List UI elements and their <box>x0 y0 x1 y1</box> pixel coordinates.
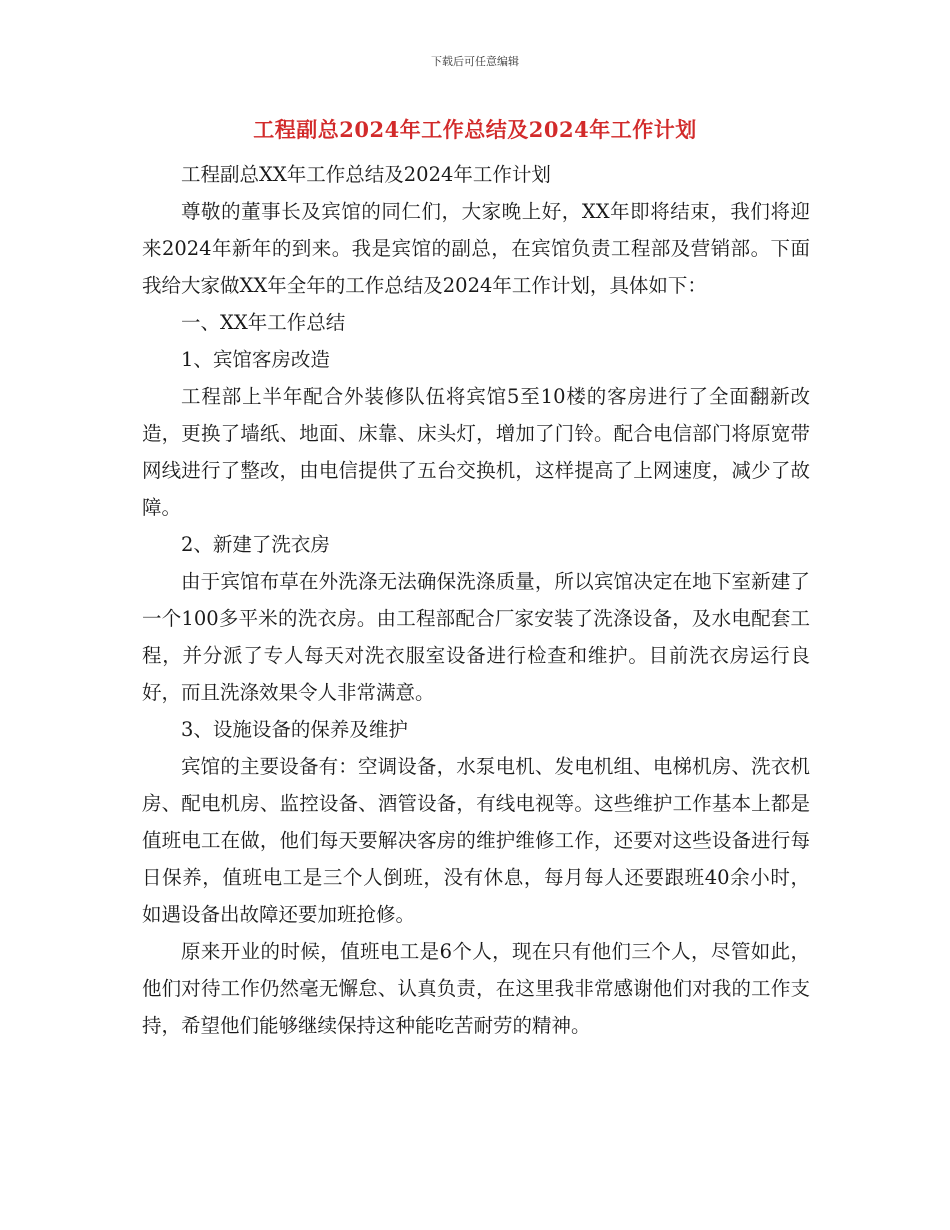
paragraph: 由于宾馆布草在外洗涤无法确保洗涤质量，所以宾馆决定在地下室新建了一个100多平米的洗衣房。由工程部配合厂家安装了洗涤设备，及水电配套工程，并分派了专人每天对洗衣服室设备进行检查和维护。目前洗衣房运行良好，而且洗涤效果令人非常满意。 <box>142 570 810 704</box>
subsection-heading: 3、设施设备的保养及维护 <box>181 718 408 741</box>
document-body <box>142 156 810 1044</box>
section-heading: 一、XX年工作总结 <box>181 311 346 334</box>
document-title: 工程副总2024年工作总结及2024年工作计划 <box>253 117 697 142</box>
header-note: 下载后可任意编辑 <box>431 55 519 68</box>
paragraph-greeting: 尊敬的董事长及宾馆的同仁们，大家晚上好，XX年即将结束，我们将迎来2024年新年的到来。我是宾馆的副总，在宾馆负责工程部及营销部。下面我给大家做XX年全年的工作总结及2024年工作计划，具体如下： <box>142 200 810 297</box>
paragraph: 原来开业的时候，值班电工是6个人，现在只有他们三个人，尽管如此，他们对待工作仍然毫无懈怠、认真负责，在这里我非常感谢他们对我的工作支持，希望他们能够继续保持这种能吃苦耐劳的精神。 <box>142 940 810 1037</box>
subtitle-paragraph: 工程副总XX年工作总结及2024年工作计划 <box>181 163 551 186</box>
paragraph: 宾馆的主要设备有：空调设备，水泵电机、发电机组、电梯机房、洗衣机房、配电机房、监控设备、酒管设备，有线电视等。这些维护工作基本上都是值班电工在做，他们每天要解决客房的维护维修工作，还要对这些设备进行每日保养，值班电工是三个人倒班，没有休息，每月每人还要跟班40余小时，如遇设备出故障还要加班抢修。 <box>142 755 810 926</box>
subsection-heading: 1、宾馆客房改造 <box>181 348 330 371</box>
subsection-heading: 2、新建了洗衣房 <box>181 533 330 556</box>
paragraph: 工程部上半年配合外装修队伍将宾馆5至10楼的客房进行了全面翻新改造，更换了墙纸、地面、床靠、床头灯，增加了门铃。配合电信部门将原宽带网线进行了整改，由电信提供了五台交换机，这样提高了上网速度，减少了故障。 <box>142 385 810 519</box>
